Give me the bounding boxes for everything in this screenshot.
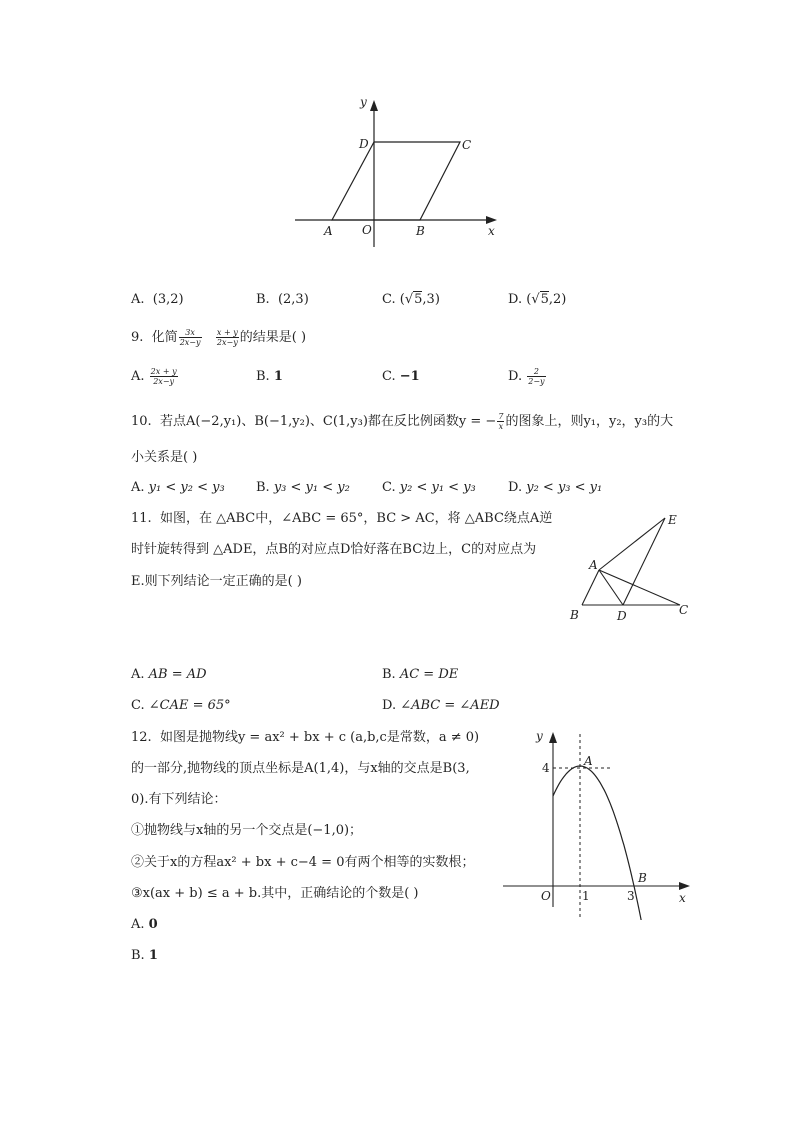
label-y: y — [536, 729, 543, 743]
x-axis-arrow — [679, 882, 690, 890]
q12-stem-line3: 0).有下列结论： — [131, 792, 227, 807]
q9-option-b[interactable]: B. 1 — [256, 369, 283, 384]
q9-option-a[interactable]: A. $\frac{2x + y}{2x-y}$ — [131, 367, 177, 386]
q12-statement-2: ②关于x的方程ax² + bx + c−4 = 0有两个相等的实数根； — [131, 855, 475, 870]
label-c: C — [679, 603, 689, 617]
q11-option-b[interactable]: B. AC = DE — [382, 667, 459, 682]
label-a: A — [584, 754, 593, 768]
q12-stem-line1: 12. 如图是抛物线y = ax² + bx + c (a,b,c是常数，a ≠ 0) — [131, 730, 480, 745]
label-o: O — [541, 889, 551, 903]
q8-option-b[interactable]: B. (2,3) — [256, 292, 309, 307]
segment-ae — [599, 518, 665, 570]
q12-option-b[interactable]: B. 1 — [131, 948, 158, 963]
q11-option-a[interactable]: A. AB = AD — [131, 667, 207, 682]
q8-option-d[interactable]: D. (√5,2) — [508, 292, 567, 307]
q10-stem-line1: 10. 若点A(−2,y₁)、B(−1,y₂)、C(1,y₃)都在反比例函数y = − $\frac{7}{x}$ 的图象上，则y₁，y₂，y₃的大 — [131, 412, 674, 431]
y-axis-arrow — [549, 732, 557, 743]
q11-option-d[interactable]: D. ∠ABC = ∠AED — [382, 698, 500, 713]
q10-option-a[interactable]: A. y₁ < y₂ < y₃ — [131, 480, 225, 495]
q12-stem-line2: 的一部分,抛物线的顶点坐标是A(1,4)，与x轴的交点是B(3, — [131, 761, 470, 776]
q11-option-c[interactable]: C. ∠CAE = 65° — [131, 698, 231, 713]
q9-option-c[interactable]: C. −1 — [382, 369, 420, 384]
tick-label-4: 4 — [542, 761, 550, 775]
q9-fraction-1: $\frac{3x}{2x-y}$ — [179, 328, 201, 347]
label-d: D — [617, 609, 627, 623]
y-axis-arrow — [370, 100, 378, 111]
parallelogram-abcd — [332, 142, 460, 220]
q9-fraction-2: $\frac{x + y}{2x-y}$ — [216, 328, 238, 347]
q10-option-b[interactable]: B. y₃ < y₁ < y₂ — [256, 480, 350, 495]
label-x: x — [679, 891, 686, 905]
parallelogram-figure — [290, 92, 505, 252]
q9-option-d[interactable]: D. $\frac{2}{2-y}$ — [508, 367, 545, 386]
q11-stem-line2: 时针旋转得到 △ADE，点B的对应点D恰好落在BC边上，C的对应点为 — [131, 542, 537, 557]
q12-option-a[interactable]: A. 0 — [131, 917, 158, 932]
label-a: A — [324, 224, 333, 238]
label-c: C — [462, 138, 472, 152]
label-a: A — [589, 558, 598, 572]
q11-stem-line1: 11. 如图，在 △ABC中，∠ABC = 65°，BC > AC，将 △ABC绕点A逆 — [131, 511, 553, 526]
label-x: x — [488, 224, 495, 238]
q9-stem: 9. 化简 $\frac{3x}{2x-y}$ $\frac{x + y}{2x-y}$ 的结果是( ) — [131, 328, 307, 347]
label-o: O — [362, 223, 372, 237]
rotation-triangle-figure — [565, 508, 695, 626]
parabola-figure — [498, 722, 698, 920]
label-d: D — [359, 137, 369, 151]
q12-statement-1: ①抛物线与x轴的另一个交点是(−1,0)； — [131, 823, 363, 838]
segment-ab — [582, 570, 599, 605]
label-b: B — [638, 871, 647, 885]
segment-de — [623, 518, 665, 605]
label-e: E — [668, 513, 677, 527]
q10-stem-line2: 小关系是( ) — [131, 450, 198, 465]
x-axis-arrow — [486, 216, 497, 224]
q10-option-c[interactable]: C. y₂ < y₁ < y₃ — [382, 480, 476, 495]
label-b: B — [416, 224, 425, 238]
q8-option-c[interactable]: C. (√5,3) — [382, 292, 440, 307]
q8-option-a[interactable]: A. (3,2) — [131, 292, 184, 307]
label-y: y — [360, 95, 367, 109]
tick-label-1: 1 — [582, 889, 590, 903]
q12-statement-3: ③x(ax + b) ≤ a + b.其中，正确结论的个数是( ) — [131, 886, 419, 901]
q10-option-d[interactable]: D. y₂ < y₃ < y₁ — [508, 480, 603, 495]
tick-label-3: 3 — [627, 889, 635, 903]
q11-stem-line3: E.则下列结论一定正确的是( ) — [131, 574, 302, 589]
label-b: B — [570, 608, 579, 622]
